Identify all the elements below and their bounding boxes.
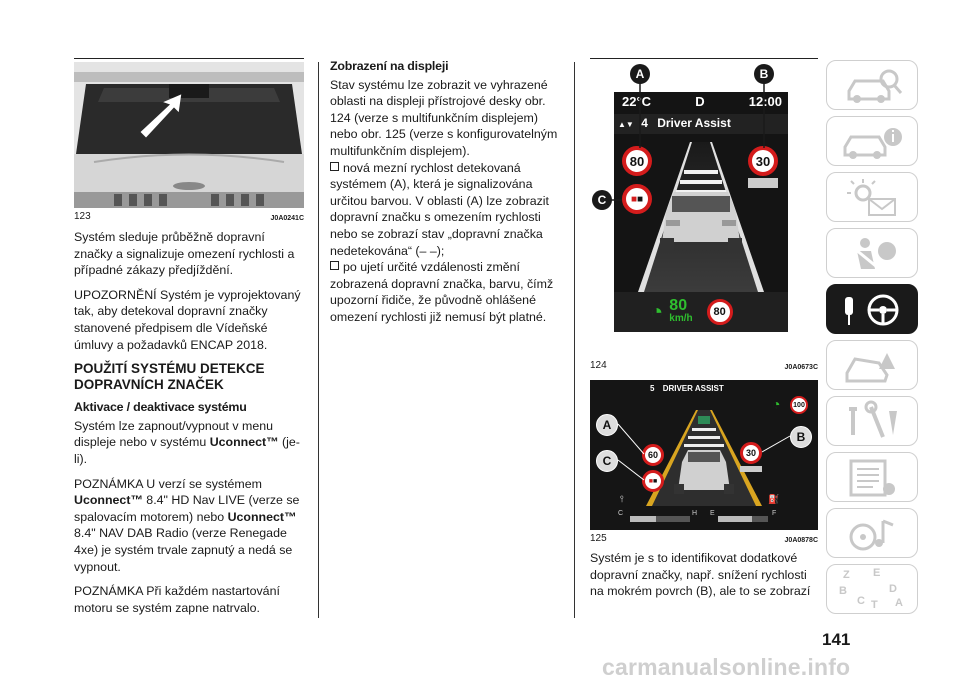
column-1-text — [74, 229, 306, 624]
chapter-tab-emergency[interactable] — [826, 340, 918, 390]
car-search-icon — [827, 61, 918, 110]
figure-125-cluster-display — [590, 380, 818, 530]
paragraph: POZNÁMKA Při každém nastartování motoru se systém zapne natrvalo. — [74, 584, 280, 615]
menu-index: 4 — [641, 116, 648, 130]
fuel-pump-icon: ⛽ — [768, 494, 780, 504]
page-number: 141 — [822, 630, 851, 649]
index-letter: C — [857, 595, 865, 607]
callout-lines — [590, 380, 818, 530]
watermark: carmanualsonline.info — [602, 654, 851, 680]
chapter-tab-knowing-vehicle[interactable] — [826, 60, 918, 110]
index-letter: B — [839, 585, 847, 597]
airbag-seatbelt-icon — [827, 229, 918, 278]
car-crash-icon — [827, 341, 918, 390]
speed-limit-sign-small: 80 — [707, 299, 733, 325]
menu-label: Driver Assist — [657, 116, 731, 130]
bullet-text: nová mezní rychlost detekovaná systémem (A), která je signalizována určitou barvou. V oblasti (A) lze zobrazit dopravní značku s omezením rychlosti nebo se zobrazí stav „dopravní značka nedetekována“ (– –); — [330, 160, 549, 258]
set-speed-value: 80 — [669, 297, 688, 314]
car-info-icon — [827, 117, 918, 166]
speed-limit-sign-b: 30 — [740, 442, 762, 464]
text-run: 8.4" NAV DAB Radio (verze Renegade 4xe) je systém trvale zapnutý a nedá se vypnout. — [74, 526, 293, 574]
chapter-tab-specifications[interactable] — [826, 452, 918, 502]
menu-index: 5 — [650, 384, 655, 393]
key-steering-wheel-icon — [827, 285, 918, 334]
figure-number: 124 — [590, 360, 607, 371]
no-overtaking-sign-icon: ■ ■ — [642, 470, 664, 492]
index-letter: A — [895, 597, 903, 609]
coolant-temp-icon: ⫯ — [620, 494, 624, 504]
set-speed-unit: km/h — [669, 313, 693, 324]
subheading: Aktivace / deaktivace systému — [74, 400, 247, 415]
chapter-tab-dashboard[interactable] — [826, 116, 918, 166]
chapter-tab-maintenance[interactable] — [826, 396, 918, 446]
section-heading: POUŽITÍ SYSTÉMU DETEKCE DOPRAVNÍCH ZNAČEK — [74, 361, 265, 393]
no-overtaking-sign-icon: ■ ■ — [622, 184, 652, 214]
windshield-illustration — [74, 62, 304, 208]
chapter-tab-safety[interactable] — [826, 228, 918, 278]
column-2-text — [330, 58, 562, 326]
speed-limit-sign-a: 60 — [642, 444, 664, 466]
fuel-gauge-full-label: F — [772, 510, 777, 517]
callout-lines — [590, 60, 818, 356]
figure-123-caption — [74, 211, 304, 222]
speed-limit-sign-small: 100 — [790, 396, 808, 414]
paragraph: UPOZORNĚNÍ Systém je vyprojektovaný tak, aby detekoval dopravní značky stanovené předpisem dle Vídeňské úmluvy a požadavků ENCAP 2018. — [74, 287, 301, 352]
bullet-item — [330, 259, 562, 325]
column-top-rule — [590, 58, 818, 59]
paragraph: Systém je s to identifikovat dodatkové dopravní značky, např. snížení rychlosti na mokrém povrch (B), ale to se zobrazí — [590, 551, 811, 599]
speed-limiter-icon: ◔ — [772, 396, 781, 412]
index-letter: E — [873, 567, 881, 579]
outside-temperature: 22°C — [622, 94, 652, 109]
figure-code: J0A0878C — [784, 537, 818, 544]
figure-123-windshield — [74, 62, 304, 208]
figure-code: J0A0241C — [270, 215, 304, 222]
subheading: Zobrazení na displeji — [330, 59, 449, 73]
gear-indicator: D — [695, 94, 705, 109]
brand-name: Uconnect™ — [209, 435, 279, 450]
chapter-tab-index[interactable] — [826, 564, 918, 614]
fuel-gauge-empty-label: E — [710, 510, 715, 517]
figure-124-cluster-display — [590, 60, 818, 356]
alphabetical-index-icon — [827, 565, 918, 614]
figure-number: 125 — [590, 533, 607, 544]
column-divider — [574, 62, 575, 618]
multimedia-icon — [827, 509, 918, 558]
bullet-item — [330, 160, 562, 260]
callout-a: A — [596, 414, 618, 436]
brand-name: Uconnect™ — [227, 509, 297, 524]
index-letter: D — [889, 583, 897, 595]
specifications-list-icon — [827, 453, 918, 502]
figure-124-caption — [590, 360, 818, 371]
text-run: 8.4" HD Nav LIVE (verze se spalovacím motorem) nebo — [74, 493, 300, 524]
column-divider — [318, 62, 319, 618]
text-run: POZNÁMKA U verzí se systémem — [74, 476, 262, 491]
menu-label: DRIVER ASSIST — [662, 384, 724, 393]
paragraph — [74, 476, 306, 576]
text-run: (je-li). — [74, 435, 300, 466]
checkbox-bullet-icon — [330, 261, 339, 270]
speed-limit-sign-b: 30 — [748, 146, 778, 176]
bullet-text: po ujetí určité vzdálenosti změní zobrazená dopravní značka, barvu, čímž upozorní řidiče, že původně ohlášené omezení rychlosti již nemusí být platné. — [330, 260, 554, 324]
figure-125-caption — [590, 533, 818, 544]
index-letter: T — [871, 599, 878, 611]
checkbox-bullet-icon — [330, 162, 339, 171]
chapter-tab-starting-driving[interactable] — [826, 284, 918, 334]
speed-limit-sign-a: 80 — [622, 146, 652, 176]
column-3-text — [590, 550, 820, 608]
brand-name: Uconnect™ — [74, 493, 143, 508]
column-top-rule — [74, 58, 304, 59]
paragraph — [74, 418, 306, 468]
clock: 12:00 — [748, 94, 782, 109]
callout-a: A — [630, 64, 650, 84]
speed-limiter-icon: ◔ — [650, 299, 664, 324]
chapter-tab-warnings[interactable] — [826, 172, 918, 222]
callout-c: C — [596, 450, 618, 472]
temp-gauge-low-label: C — [618, 510, 624, 517]
callout-b: B — [754, 64, 774, 84]
temp-gauge-high-label: H — [692, 510, 698, 517]
up-down-arrows-icon: ▲▼ — [618, 120, 634, 129]
paragraph: Systém sleduje průběžně dopravní značky a signalizuje omezení rychlosti a případné zákazy předjíždění. — [74, 230, 295, 278]
text-run: Systém lze zapnout/vypnout v menu displeje nebo v systému — [74, 418, 274, 450]
chapter-tab-multimedia[interactable] — [826, 508, 918, 558]
figure-number: 123 — [74, 211, 91, 222]
paragraph: Stav systému lze zobrazit ve vyhrazené oblasti na displeji přístrojové desky obr. 124 (verze s multifunkčním displejem) nebo obr. 125 (verze s konfigurovatelným multifunkčním displejem). — [330, 77, 558, 158]
index-letter: Z — [843, 569, 850, 581]
callout-b: B — [790, 426, 812, 448]
figure-code: J0A0673C — [784, 364, 818, 371]
callout-c: C — [592, 190, 612, 210]
wrench-service-icon — [827, 397, 918, 446]
warning-light-message-icon — [827, 173, 918, 222]
